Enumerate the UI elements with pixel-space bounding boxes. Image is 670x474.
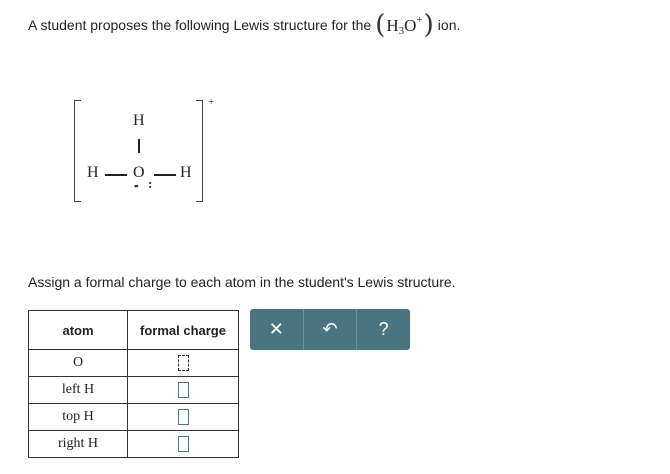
left-lone-pair [120, 159, 121, 167]
table-row [29, 404, 239, 431]
charge-input-top-h[interactable] [178, 409, 189, 425]
ion-charge: + [208, 96, 215, 108]
question-suffix: ion. [437, 17, 461, 33]
oxygen-side-lone-pair: : [148, 176, 153, 191]
atom-label-o: O [29, 350, 128, 377]
clear-button[interactable] [250, 309, 303, 350]
left-h-atom: H [87, 164, 99, 181]
top-bond [138, 139, 140, 153]
undo-button[interactable] [303, 309, 357, 350]
charge-input-o[interactable] [178, 355, 189, 371]
right-h-atom: H [180, 164, 192, 181]
left-bond [105, 174, 127, 176]
help-icon: ? [378, 319, 389, 339]
close-icon: ✕ [268, 319, 284, 339]
top-h-atom: H [133, 112, 145, 129]
table-row [29, 350, 239, 377]
question-text [28, 10, 460, 40]
atom-label-right-h: right H [29, 431, 128, 458]
formal-charge-table [28, 310, 239, 458]
charge-cell-right-h [128, 431, 239, 458]
question-prefix: A student proposes the following Lewis structure for the [28, 17, 372, 33]
oxygen-atom: O [133, 164, 145, 181]
atom-label-left-h: left H [29, 377, 128, 404]
table-row [29, 431, 239, 458]
charge-input-right-h[interactable] [178, 436, 189, 452]
table-row [29, 377, 239, 404]
left-bracket [74, 100, 81, 202]
formal-charge-header: formal charge [128, 311, 239, 350]
charge-input-left-h[interactable] [178, 382, 189, 398]
undo-icon: ↶ [322, 319, 338, 339]
ion-formula: ( $H_3O^+$ ) [375, 10, 434, 40]
right-bond [154, 174, 176, 176]
oxygen-bottom-lone-pair: •• [134, 182, 138, 191]
right-bracket [196, 100, 203, 202]
help-button[interactable] [356, 309, 410, 350]
atom-label-top-h: top H [29, 404, 128, 431]
answer-toolbar [250, 309, 410, 350]
atom-header: atom [29, 311, 128, 350]
instruction-text: Assign a formal charge to each atom in the student's Lewis structure. [28, 274, 456, 290]
charge-cell-top-h [128, 404, 239, 431]
lewis-structure [72, 96, 222, 206]
charge-cell-o [128, 350, 239, 377]
charge-cell-left-h [128, 377, 239, 404]
table-header-row [29, 311, 239, 350]
